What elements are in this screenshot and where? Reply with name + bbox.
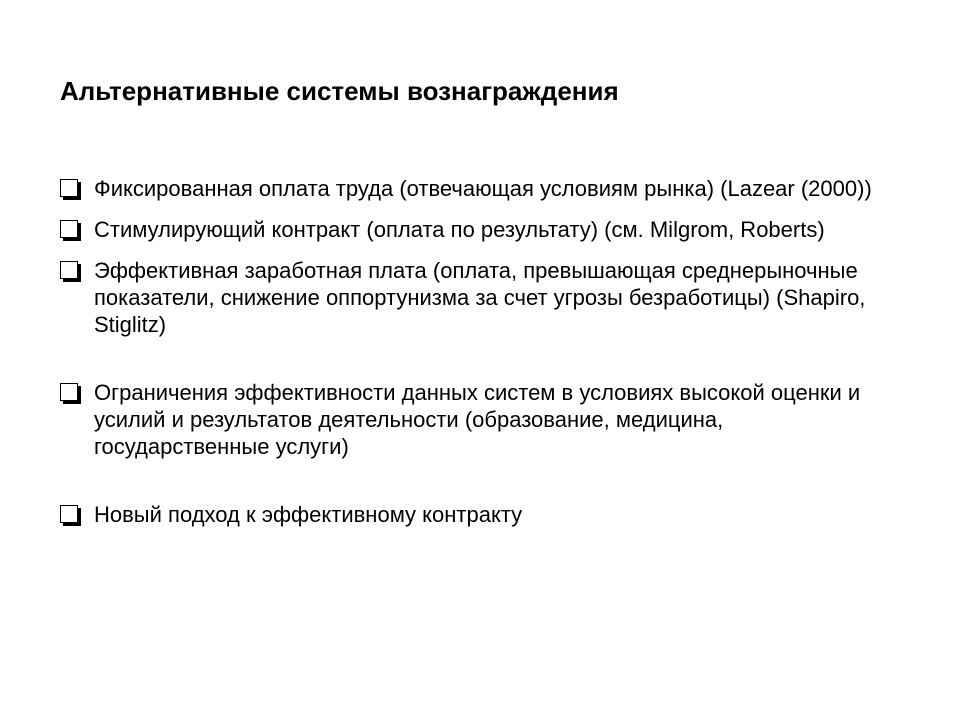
bullet-item-limitations [60, 379, 890, 460]
bullet-text: Новый подход к эффективному контракту [94, 502, 523, 527]
checkbox-icon [60, 383, 78, 401]
bullet-text: Стимулирующий контракт (оплата по результату) (см. Milgrom, Roberts) [94, 217, 825, 242]
bullet-text: Эффективная заработная плата (оплата, превышающая среднерыночные показатели, снижение оппортунизма за счет угрозы безработицы) (Shapiro, Stiglitz) [94, 258, 866, 337]
bullet-text: Ограничения эффективности данных систем в условиях высокой оценки и усилий и результатов деятельности (образование, медицина, государственные услуги) [94, 380, 861, 459]
bullet-item-fixed-pay [60, 175, 890, 202]
bullet-item-efficiency-wage [60, 257, 890, 338]
bullet-item-incentive-contract [60, 216, 890, 243]
checkbox-icon [60, 261, 78, 279]
bullet-item-new-approach [60, 501, 890, 528]
bullet-text: Фиксированная оплата труда (отвечающая условиям рынка) (Lazear (2000)) [94, 176, 872, 201]
slide-title: Альтернативные системы вознаграждения [60, 76, 619, 106]
bullet-list [60, 175, 890, 528]
checkbox-icon [60, 220, 78, 238]
checkbox-icon [60, 179, 78, 197]
checkbox-icon [60, 505, 78, 523]
